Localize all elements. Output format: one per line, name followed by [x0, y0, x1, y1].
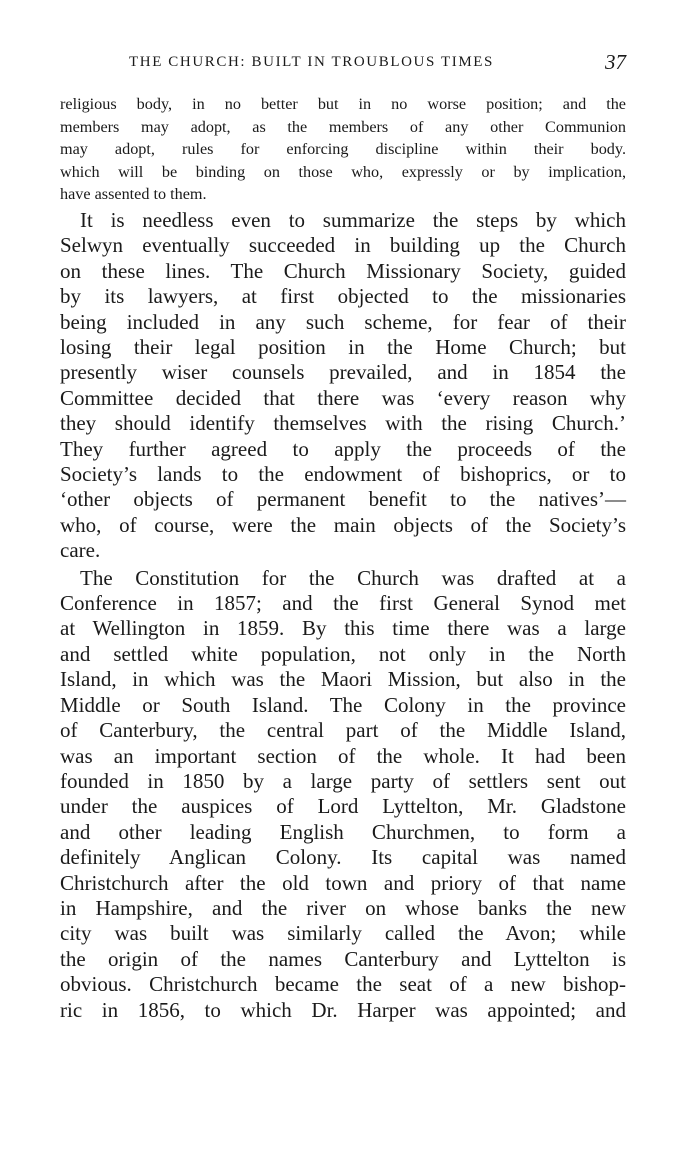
paragraph-line: founded in 1850 by a large party of settlers sent out [60, 768, 626, 793]
paragraph-line: Selwyn eventually succeeded in building up the Church [60, 233, 626, 258]
paragraph-line: in Hampshire, and the river on whose banks the new [60, 895, 626, 920]
paragraph-line: Christchurch after the old town and priory of that name [60, 870, 626, 895]
paragraph-line: losing their legal position in the Home Church; but [60, 335, 626, 359]
book-page [60, 50, 626, 1023]
paragraph-constitution [60, 566, 626, 1023]
extract-line: which will be binding on those who, expressly or by implication, [60, 162, 626, 181]
page-number: 37 [605, 50, 626, 74]
extract-line: religious body, in no better but in no worse position; and the [60, 95, 626, 113]
paragraph-line: the origin of the names Canterbury and Lyttelton is [60, 946, 626, 971]
paragraph-line: of Canterbury, the central part of the Middle Island, [60, 718, 626, 743]
paragraph-line: was an important section of the whole. It had been [60, 743, 626, 768]
paragraph-selwyn [60, 208, 626, 564]
paragraph-line: definitely Anglican Colony. Its capital was named [60, 845, 626, 870]
paragraph-line: Island, in which was the Maori Mission, but also in the [60, 667, 626, 692]
extract-line: members may adopt, as the members of any other Communion [60, 117, 626, 136]
quoted-extract [60, 93, 626, 206]
paragraph-line: They further agreed to apply the proceeds of the [60, 436, 626, 461]
paragraph-line: presently wiser counsels prevailed, and in 1854 the [60, 360, 626, 385]
paragraph-line: city was built was similarly called the Avon; while [60, 921, 626, 946]
paragraph-line: by its lawyers, at first objected to the missionaries [60, 284, 626, 309]
paragraph-line: ‘other objects of permanent benefit to the natives’— [60, 487, 626, 512]
paragraph-line: on these lines. The Church Missionary Society, guided [60, 258, 626, 283]
paragraph-line: under the auspices of Lord Lyttelton, Mr. Gladstone [60, 794, 626, 819]
paragraph-line: Society’s lands to the endowment of bishoprics, or to [60, 462, 626, 487]
paragraph-line: care. [60, 538, 101, 563]
paragraph-line: ric in 1856, to which Dr. Harper was appointed; and [60, 997, 626, 1022]
paragraph-line: who, of course, were the main objects of the Society’s [60, 512, 626, 537]
paragraph-line: obvious. Christchurch became the seat of a new bishop- [60, 972, 626, 997]
page-header [60, 50, 626, 82]
paragraph-line: and other leading English Churchmen, to form a [60, 819, 626, 844]
paragraph-line: Middle or South Island. The Colony in the province [60, 692, 626, 717]
paragraph-line: and settled white population, not only in the North [60, 641, 626, 666]
paragraph-line: Conference in 1857; and the first General Synod met [60, 591, 626, 616]
paragraph-line: at Wellington in 1859. By this time there was a large [60, 616, 626, 641]
running-head: THE CHURCH: BUILT IN TROUBLOUS TIMES [129, 54, 494, 70]
paragraph-line: It is needless even to summarize the steps by which [80, 207, 626, 232]
paragraph-line: they should identify themselves with the rising Church.’ [60, 411, 626, 436]
extract-line: have assented to them. [60, 185, 207, 204]
paragraph-line: The Constitution for the Church was drafted at a [80, 565, 626, 590]
extract-line: may adopt, rules for enforcing discipline within their body. [60, 140, 626, 159]
paragraph-line: being included in any such scheme, for fear of their [60, 309, 626, 334]
paragraph-line: Committee decided that there was ‘every reason why [60, 385, 626, 410]
